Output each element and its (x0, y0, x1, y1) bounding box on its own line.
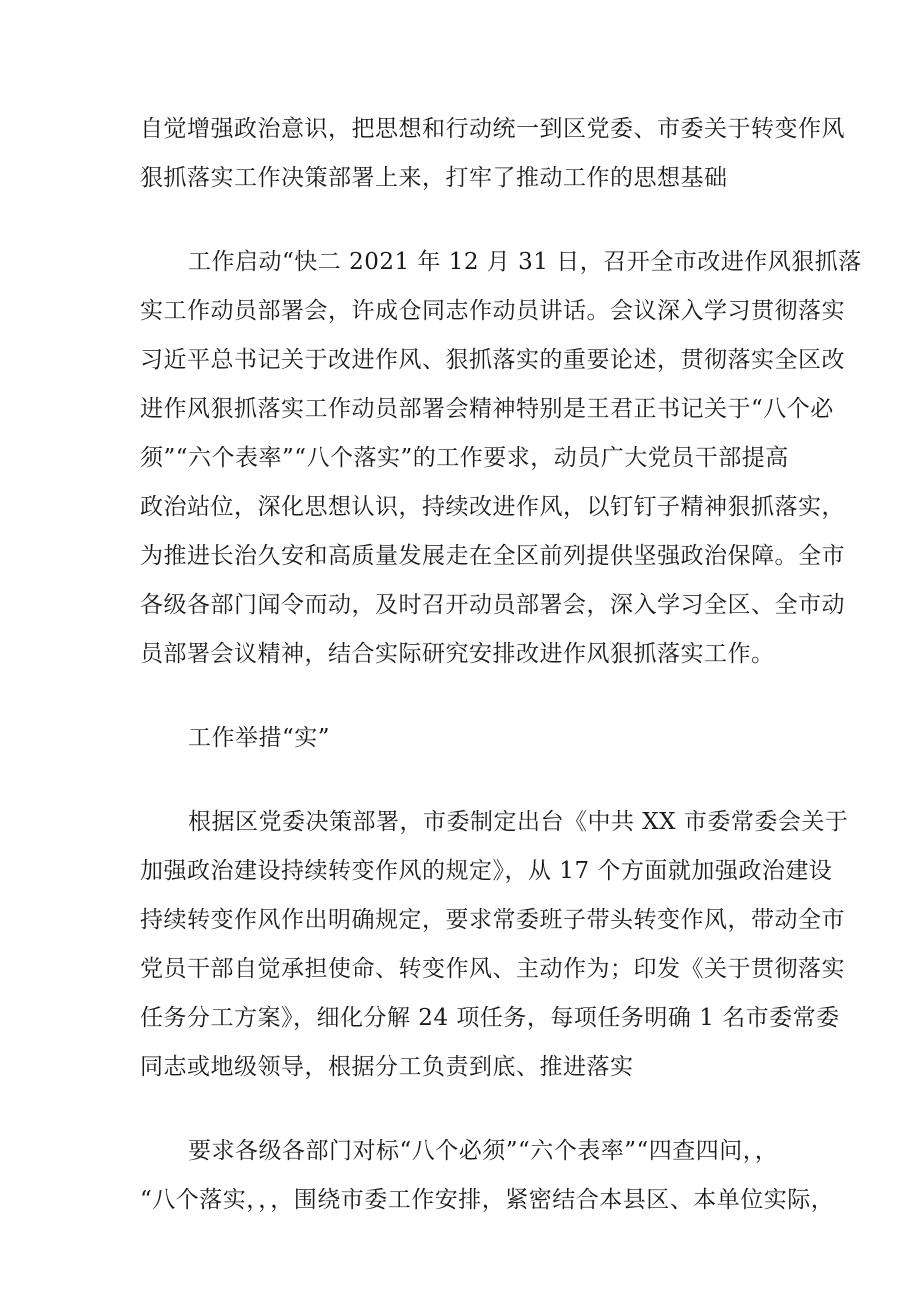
paragraph-2-line-3: 习近平总书记关于改进作风、狠抓落实的重要论述，贯彻落实全区改 (140, 347, 845, 373)
paragraph-3-line-5: 任务分工方案》，细化分解 24 项任务，每项任务明确 1 名市委常委 (140, 1005, 840, 1031)
paragraph-3-line-6: 同志或地级领导，根据分工负责到底、推进落实 (140, 1054, 634, 1080)
paragraph-2-line-9: 员部署会议精神，结合实际研究安排改进作风狠抓落实工作。 (140, 641, 775, 667)
paragraph-2-line-7: 为推进长治久安和高质量发展走在全区前列提供坚强政治保障。全市 (140, 543, 845, 569)
paragraph-2-line-2: 实工作动员部署会，许成仓同志作动员讲话。会议深入学习贯彻落实 (140, 298, 845, 324)
section-heading: 工作举措“实” (188, 725, 331, 751)
paragraph-3-line-3: 持续转变作风作出明确规定，要求常委班子带头转变作风，带动全市 (140, 907, 845, 933)
paragraph-1-line-1: 自觉增强政治意识，把思想和行动统一到区党委、市委关于转变作风 (140, 116, 845, 142)
paragraph-3-line-2: 加强政治建设持续转变作风的规定》，从 17 个方面就加强政治建设 (140, 858, 833, 884)
paragraph-4-line-1: 要求各级各部门对标“八个必须”“六个表率”“四查四问，， (188, 1138, 779, 1164)
paragraph-3-line-1: 根据区党委决策部署，市委制定出台《中共 XX 市委常委会关于 (188, 809, 849, 835)
paragraph-1-line-2: 狠抓落实工作决策部署上来，打牢了推动工作的思想基础 (140, 165, 728, 191)
paragraph-2-line-5: 须”“六个表率”“八个落实”的工作要求，动员广大党员干部提高 (140, 445, 789, 471)
paragraph-3-line-4: 党员干部自觉承担使命、转变作风、主动作为；印发《关于贯彻落实 (140, 956, 845, 982)
paragraph-2-line-4: 进作风狠抓落实工作动员部署会精神特别是王君正书记关于“八个必 (140, 396, 834, 422)
paragraph-2-line-1: 工作启动“快二 2021 年 12 月 31 日，召开全市改进作风狠抓落 (188, 249, 862, 275)
paragraph-2-line-8: 各级各部门闻令而动，及时召开动员部署会，深入学习全区、全市动 (140, 592, 845, 618)
paragraph-2-line-6: 政治站位，深化思想认识，持续改进作风，以钉钉子精神狠抓落实， (140, 494, 845, 520)
paragraph-4-line-2: “八个落实，，，围绕市委工作安排，紧密结合本县区、本单位实际， (140, 1187, 835, 1213)
